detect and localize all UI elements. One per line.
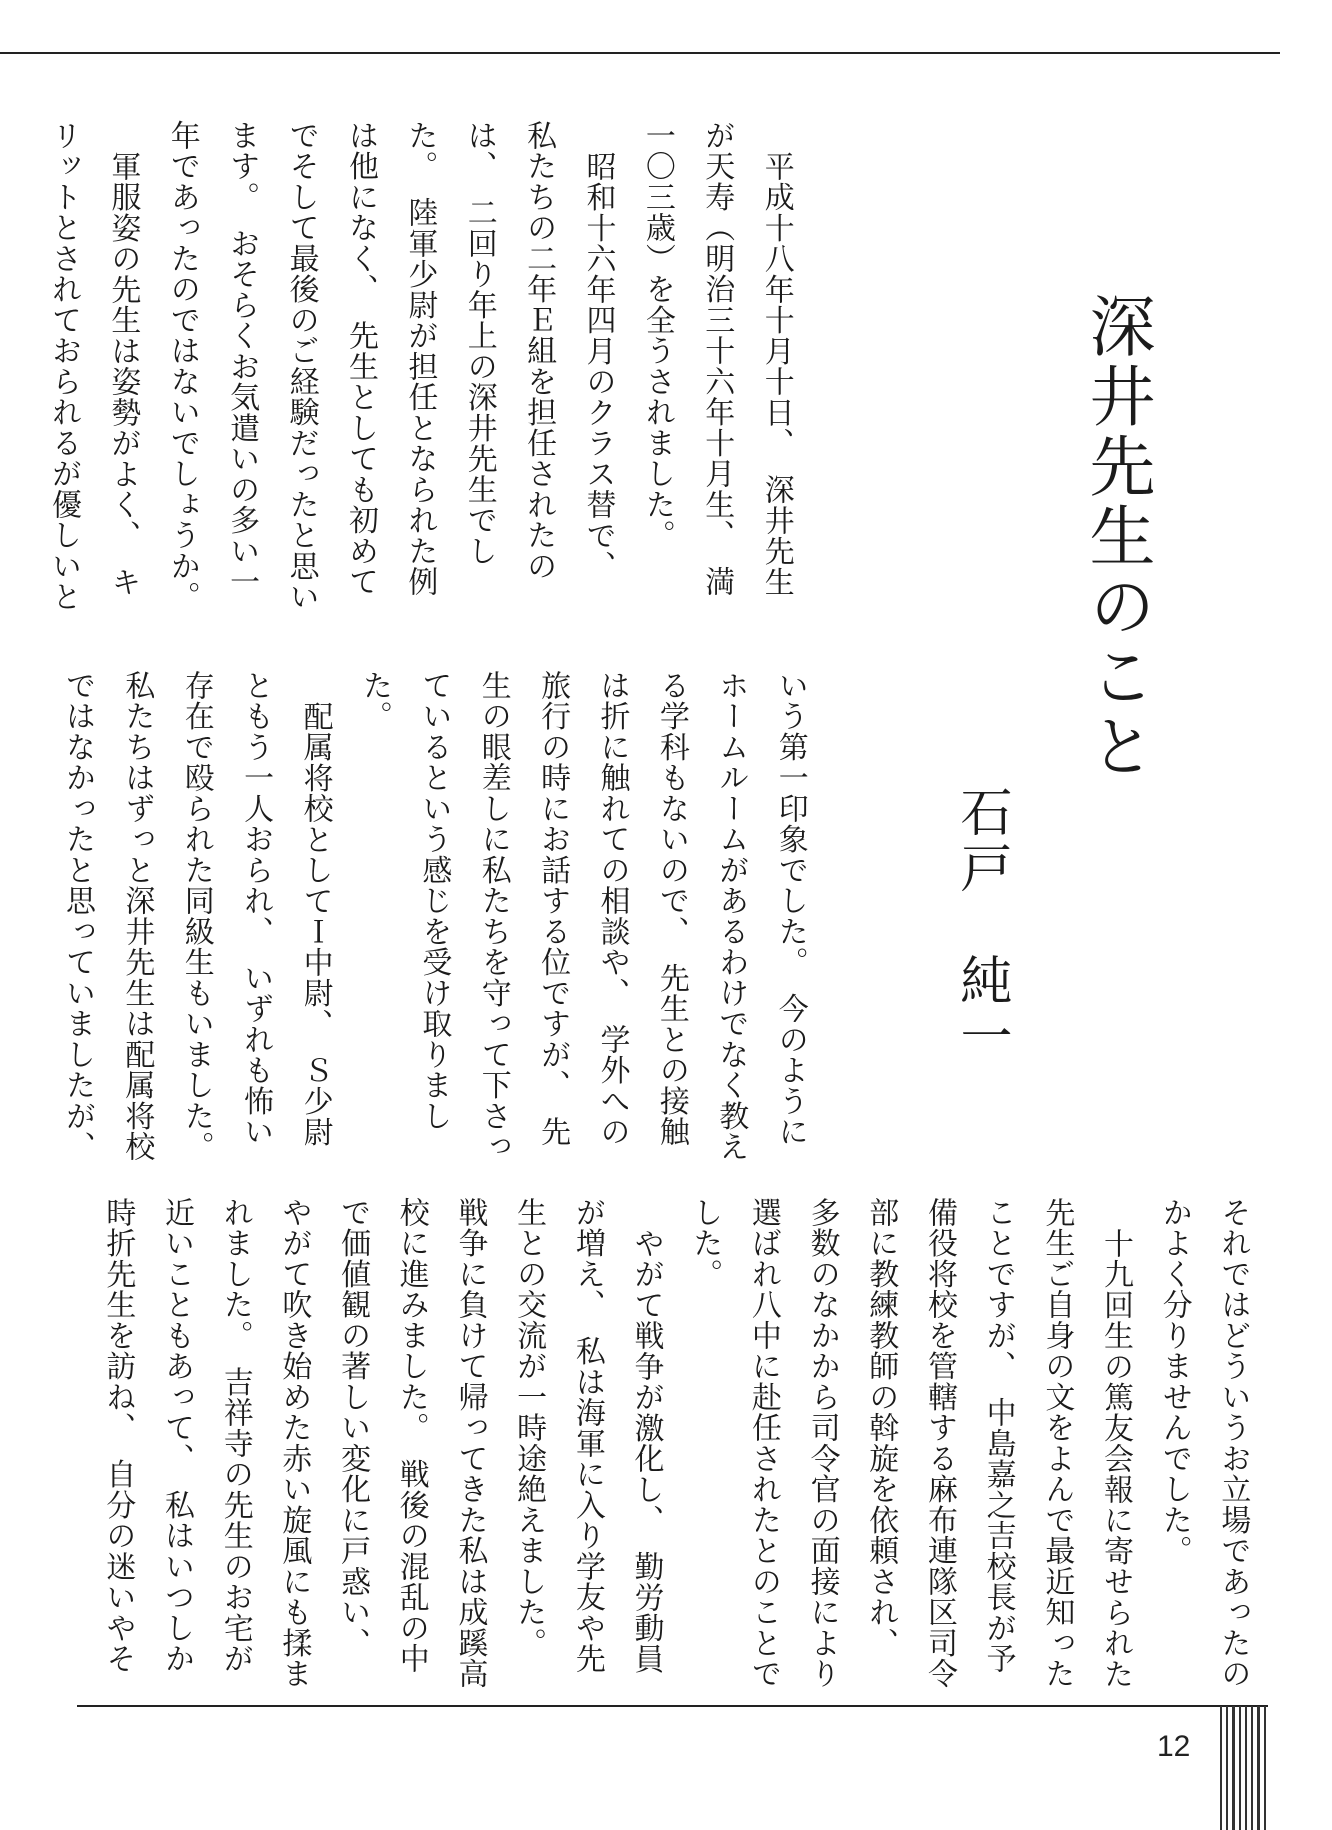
text-column: ます。 おそらくお気遣いの多い一 <box>224 120 260 597</box>
text-column: 校に進みました。 戦後の混乱の中 <box>393 1197 429 1674</box>
article-title: 深井先生のこと <box>1078 292 1155 782</box>
stripe-line <box>1239 1706 1241 1830</box>
text-column: それではどういうお立場であったの <box>1215 1197 1251 1689</box>
text-column: ことですが、 中島嘉之吉校長が予 <box>980 1197 1016 1674</box>
stripe-line <box>1232 1706 1235 1830</box>
text-column: 多数のなかから司令官の面接により <box>804 1197 840 1689</box>
stripe-line <box>1226 1706 1228 1830</box>
text-column: 戦争に負けて帰ってきた私は成蹊高 <box>452 1197 488 1689</box>
text-column: 旅行の時にお話する位ですが、 先 <box>535 670 571 1147</box>
decorative-stripes <box>1220 1706 1268 1830</box>
top-rule <box>0 52 1280 54</box>
text-band-middle <box>48 670 820 1162</box>
text-column: 備役将校を管轄する麻布連隊区司令 <box>921 1197 957 1689</box>
stripe-line <box>1257 1706 1260 1830</box>
text-column: れました。 吉祥寺の先生のお宅が <box>217 1197 253 1674</box>
text-band-top <box>34 120 806 612</box>
text-column: 先生ご自身の文をよんで最近知った <box>1039 1197 1075 1689</box>
text-column: は、 二回り年上の深井先生でし <box>461 120 497 567</box>
text-band-bottom <box>87 1197 1261 1689</box>
text-column: やがて戦争が激化し、 勤労動員 <box>628 1227 664 1674</box>
text-column: は折に触れての相談や、 学外への <box>594 670 630 1147</box>
text-column: 私たちはずっと深井先生は配属将校 <box>119 670 155 1162</box>
text-column: 平成十八年十月十日、 深井先生 <box>758 150 794 597</box>
text-column: 選ばれ八中に赴任されたとのことで <box>745 1197 781 1689</box>
text-column: た。 陸軍少尉が担任となられた例 <box>402 120 438 597</box>
text-column: 近いこともあって、 私はいつしか <box>159 1197 195 1674</box>
stripe-line <box>1245 1706 1247 1830</box>
text-column: 生との交流が一時途絶えました。 <box>511 1197 547 1659</box>
text-column: る学科もないので、 先生との接触 <box>653 670 689 1147</box>
text-column: ホームルームがあるわけでなく教え <box>713 670 749 1162</box>
text-column: でそして最後のご経験だったと思い <box>283 120 319 612</box>
text-column: 年であったのではないでしょうか。 <box>164 120 200 612</box>
text-column: 存在で殴られた同級生もいました。 <box>178 670 214 1162</box>
text-column: ているという感じを受け取りまし <box>416 670 452 1132</box>
stripe-line <box>1220 1706 1222 1830</box>
text-column: 軍服姿の先生は姿勢がよく、 キ <box>105 150 141 597</box>
text-column: が増え、 私は海軍に入り学友や先 <box>569 1197 605 1674</box>
text-column: やがて吹き始めた赤い旋風にも揉ま <box>276 1197 312 1689</box>
text-column: は他になく、 先生としても初めて <box>342 120 378 597</box>
text-column: が天寿（明治三十六年十月生、 満 <box>699 120 735 597</box>
author-name: 石戸 純一 <box>951 785 1011 1065</box>
text-column: リットとされておられるが優しいと <box>46 120 81 612</box>
text-column: いう第一印象でした。 今のように <box>772 670 808 1147</box>
text-column: 私たちの二年Ｅ組を担任されたの <box>521 120 557 582</box>
text-column: で価値観の著しい変化に戸惑い、 <box>335 1197 371 1659</box>
text-column: した。 <box>687 1197 723 1290</box>
text-column: 生の眼差しに私たちを守って下さっ <box>475 670 511 1162</box>
text-column: かよく分りませんでした。 <box>1156 1197 1192 1566</box>
text-column: 部に教練教師の斡旋を依頼され、 <box>863 1197 899 1659</box>
text-column: 一〇三歳）を全うされました。 <box>639 120 675 551</box>
text-column: ともう一人おられ、 いずれも怖い <box>238 670 274 1147</box>
text-column: ではなかったと思っていましたが、 <box>60 670 95 1162</box>
text-column: 配属将校としてＩ中尉、 Ｓ少尉 <box>297 700 333 1147</box>
text-column: 時折先生を訪ね、 自分の迷いやそ <box>100 1197 136 1674</box>
text-column: た。 <box>356 670 392 732</box>
page-number: 12 <box>1157 1730 1191 1763</box>
bottom-rule <box>77 1705 1268 1707</box>
stripe-line <box>1251 1706 1253 1830</box>
text-column: 昭和十六年四月のクラス替で、 <box>580 150 616 582</box>
stripe-line <box>1264 1706 1266 1830</box>
text-column: 十九回生の篤友会報に寄せられた <box>1098 1227 1134 1689</box>
